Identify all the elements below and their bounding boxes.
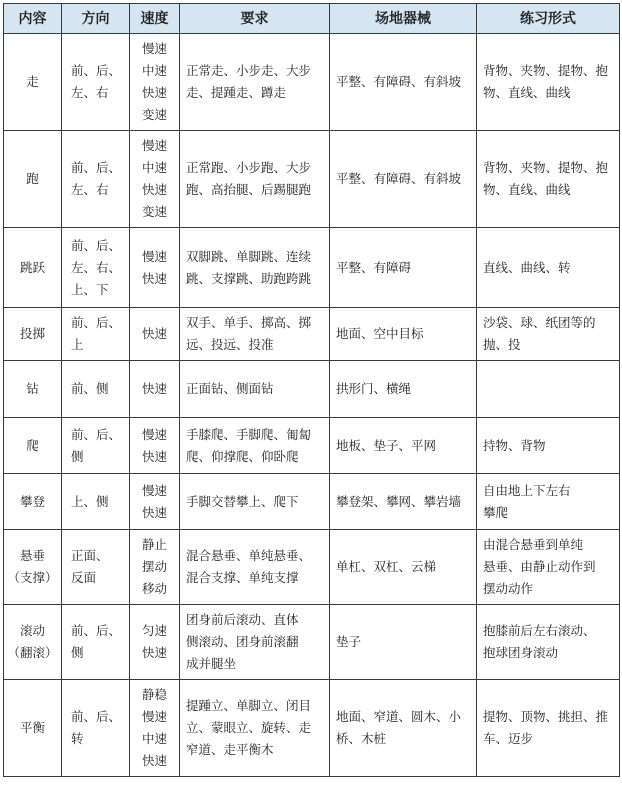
header-practice: 练习形式 <box>477 4 620 34</box>
cell-speed <box>130 361 180 418</box>
cell-speed-line: 静稳 <box>141 687 167 702</box>
cell-speed <box>130 418 180 474</box>
cell-practice-line: 抱球团身滚动 <box>483 645 559 660</box>
cell-direction-line: 反面 <box>71 570 97 585</box>
cell-equipment <box>330 474 477 530</box>
header-speed: 速度 <box>130 4 180 34</box>
cell-practice <box>477 530 620 605</box>
cell-speed-line: 中速 <box>141 160 167 175</box>
cell-requirement-line: 正面钻、侧面钻 <box>186 381 274 396</box>
cell-equipment <box>330 680 477 777</box>
cell-equipment-line: 平整、有障碍、有斜坡 <box>336 171 462 186</box>
table-row <box>4 361 620 418</box>
cell-requirement-line: 正常走、小步走、大步 <box>186 63 312 78</box>
cell-direction <box>62 418 130 474</box>
cell-speed-line: 中速 <box>141 731 167 746</box>
cell-speed <box>130 308 180 361</box>
cell-direction <box>62 131 130 228</box>
exercise-table <box>3 3 620 777</box>
cell-requirement-line: 混合悬垂、单纯悬垂、 <box>186 548 312 563</box>
cell-practice-line: 抱膝前后左右滚动、 <box>483 623 596 638</box>
header-content: 内容 <box>4 4 62 34</box>
cell-speed-line: 快速 <box>141 645 167 660</box>
cell-requirement-line: 走、提踵走、蹲走 <box>186 85 287 100</box>
cell-practice-line: 直线、曲线、转 <box>483 259 571 275</box>
cell-equipment <box>330 131 477 228</box>
cell-speed-line: 慢速 <box>141 41 167 56</box>
cell-direction-line: 前、后、 <box>71 709 122 724</box>
cell-requirement-line: 双手、单手、掷高、掷 <box>186 315 312 330</box>
cell-content <box>4 131 62 228</box>
cell-content <box>4 228 62 308</box>
cell-direction-line: 前、后、 <box>71 160 122 175</box>
cell-speed-line: 摆动 <box>141 559 167 574</box>
cell-practice-line: 悬垂、由静止动作到 <box>483 559 596 574</box>
cell-content-line: 走 <box>26 74 39 89</box>
cell-speed-line: 匀速 <box>141 623 167 638</box>
cell-speed <box>130 34 180 131</box>
cell-content-line: （翻滚） <box>7 645 58 660</box>
header-direction: 方向 <box>62 4 130 34</box>
cell-content-line: 滚动 <box>19 623 45 638</box>
table-row <box>4 530 620 605</box>
cell-equipment <box>330 308 477 361</box>
cell-speed-line: 慢速 <box>141 426 167 442</box>
table-body <box>4 34 620 777</box>
cell-direction <box>62 530 130 605</box>
table-row <box>4 474 620 530</box>
cell-direction-line: 前、后、 <box>71 63 122 78</box>
cell-direction-line: 上、侧 <box>71 493 109 509</box>
cell-equipment <box>330 605 477 680</box>
table-row <box>4 605 620 680</box>
cell-practice <box>477 474 620 530</box>
cell-direction-line: 转 <box>71 731 84 746</box>
cell-content-line: 爬 <box>26 437 39 453</box>
cell-requirement <box>180 361 330 418</box>
cell-requirement <box>180 228 330 308</box>
cell-requirement <box>180 605 330 680</box>
cell-content-line: 跳跃 <box>19 259 45 275</box>
cell-practice <box>477 361 620 418</box>
cell-direction-line: 左、右 <box>71 182 109 197</box>
cell-requirement-line: 正常跑、小步跑、大步 <box>186 160 312 175</box>
cell-requirement-line: 爬、仰撑爬、仰卧爬 <box>186 448 299 464</box>
cell-practice-line: 提物、顶物、挑担、推 <box>483 709 609 724</box>
cell-equipment <box>330 418 477 474</box>
cell-direction-line: 前、侧 <box>71 381 109 396</box>
cell-direction-line: 正面、 <box>71 548 109 563</box>
cell-content <box>4 605 62 680</box>
cell-direction-line: 前、后、 <box>71 426 122 442</box>
cell-requirement <box>180 530 330 605</box>
cell-requirement-line: 团身前后滚动、直体 <box>186 612 299 627</box>
cell-equipment-line: 平整、有障碍、有斜坡 <box>336 74 462 89</box>
cell-practice-line: 由混合悬垂到单纯 <box>483 537 584 552</box>
cell-requirement-line: 跑、高抬腿、后踢腿跑 <box>186 182 312 197</box>
cell-speed-line: 快速 <box>141 182 167 197</box>
cell-direction-line: 前、后、 <box>71 237 122 253</box>
cell-speed <box>130 530 180 605</box>
cell-content-line: （支撑） <box>7 570 58 585</box>
cell-requirement-line: 立、蒙眼立、旋转、走 <box>186 720 312 735</box>
cell-equipment-line: 地面、窄道、圆木、小 <box>336 709 462 724</box>
cell-requirement <box>180 418 330 474</box>
cell-direction-line: 侧 <box>71 645 84 660</box>
cell-equipment <box>330 361 477 418</box>
cell-content-line: 攀登 <box>19 493 45 509</box>
cell-speed <box>130 680 180 777</box>
cell-requirement-line: 提踵立、单脚立、闭目 <box>186 698 312 713</box>
cell-speed-line: 快速 <box>141 504 167 520</box>
cell-practice-line: 抛、投 <box>483 337 521 352</box>
cell-practice <box>477 308 620 361</box>
cell-practice-line: 自由地上下左右 <box>483 482 571 498</box>
cell-content-line: 悬垂 <box>19 548 45 563</box>
cell-practice-line: 物、直线、曲线 <box>483 182 571 197</box>
table-row <box>4 418 620 474</box>
cell-requirement-line: 窄道、走平衡木 <box>186 742 274 757</box>
cell-direction <box>62 605 130 680</box>
cell-speed <box>130 474 180 530</box>
cell-content <box>4 361 62 418</box>
cell-content-line: 钻 <box>26 381 39 396</box>
cell-practice-line: 背物、夹物、提物、抱 <box>483 160 609 175</box>
cell-speed-line: 慢速 <box>141 248 167 264</box>
cell-direction-line: 上 <box>71 337 84 352</box>
cell-direction <box>62 361 130 418</box>
cell-direction <box>62 34 130 131</box>
cell-content <box>4 34 62 131</box>
cell-content <box>4 418 62 474</box>
cell-practice-line: 沙袋、球、纸团等的 <box>483 315 596 330</box>
cell-requirement-line: 手脚交替攀上、爬下 <box>186 493 299 509</box>
cell-content <box>4 308 62 361</box>
table-row <box>4 34 620 131</box>
cell-speed-line: 移动 <box>141 581 167 596</box>
cell-equipment-line: 地面、空中目标 <box>336 326 424 341</box>
cell-equipment-line: 拱形门、横绳 <box>336 381 412 396</box>
cell-practice <box>477 34 620 131</box>
cell-equipment <box>330 530 477 605</box>
cell-speed-line: 慢速 <box>141 709 167 724</box>
cell-equipment-line: 单杠、双杠、云梯 <box>336 559 437 574</box>
cell-direction-line: 上、下 <box>71 281 109 297</box>
cell-requirement <box>180 34 330 131</box>
cell-speed <box>130 605 180 680</box>
cell-equipment <box>330 228 477 308</box>
cell-direction <box>62 308 130 361</box>
cell-speed-line: 快速 <box>141 85 167 100</box>
cell-requirement-line: 双脚跳、单脚跳、连续 <box>186 248 312 264</box>
cell-speed-line: 快速 <box>141 753 167 768</box>
cell-requirement-line: 成并腿坐 <box>186 656 237 671</box>
cell-speed-line: 快速 <box>141 448 167 464</box>
cell-requirement <box>180 680 330 777</box>
cell-requirement <box>180 131 330 228</box>
cell-speed <box>130 228 180 308</box>
cell-speed-line: 变速 <box>141 107 167 122</box>
cell-direction-line: 左、右、 <box>71 259 122 275</box>
cell-speed <box>130 131 180 228</box>
cell-direction <box>62 228 130 308</box>
table-row <box>4 680 620 777</box>
cell-speed-line: 快速 <box>141 326 167 341</box>
header-row <box>4 4 620 34</box>
cell-practice-line: 背物、夹物、提物、抱 <box>483 63 609 78</box>
cell-practice <box>477 418 620 474</box>
cell-speed-line: 慢速 <box>141 482 167 498</box>
cell-content <box>4 680 62 777</box>
table-row <box>4 308 620 361</box>
cell-content <box>4 474 62 530</box>
cell-requirement-line: 混合支撑、单纯支撑 <box>186 570 299 585</box>
cell-practice <box>477 680 620 777</box>
header-equipment: 场地器械 <box>330 4 477 34</box>
cell-equipment-line: 攀登架、攀网、攀岩墙 <box>336 493 462 509</box>
cell-equipment-line: 垫子 <box>336 634 362 649</box>
cell-speed-line: 快速 <box>141 381 167 396</box>
cell-equipment-line: 平整、有障碍 <box>336 259 412 275</box>
cell-direction-line: 前、后、 <box>71 623 122 638</box>
cell-direction <box>62 680 130 777</box>
cell-practice <box>477 605 620 680</box>
cell-requirement <box>180 308 330 361</box>
cell-direction <box>62 474 130 530</box>
cell-speed-line: 变速 <box>141 204 167 219</box>
cell-speed-line: 静止 <box>141 537 167 552</box>
cell-equipment-line: 桥、木桩 <box>336 731 387 746</box>
table-row <box>4 131 620 228</box>
cell-content-line: 投掷 <box>19 326 45 341</box>
cell-equipment-line: 地板、垫子、平网 <box>336 437 437 453</box>
cell-speed-line: 慢速 <box>141 138 167 153</box>
cell-requirement-line: 跳、支撑跳、助跑跨跳 <box>186 270 312 286</box>
cell-practice-line: 攀爬 <box>483 504 509 520</box>
cell-requirement-line: 远、投远、投准 <box>186 337 274 352</box>
cell-requirement-line: 手膝爬、手脚爬、匍匐 <box>186 426 312 442</box>
header-requirement: 要求 <box>180 4 330 34</box>
cell-requirement <box>180 474 330 530</box>
cell-speed-line: 快速 <box>141 270 167 286</box>
cell-practice-line: 车、迈步 <box>483 731 534 746</box>
cell-direction-line: 侧 <box>71 448 84 464</box>
cell-practice <box>477 228 620 308</box>
cell-direction-line: 左、右 <box>71 85 109 100</box>
cell-content <box>4 530 62 605</box>
cell-practice <box>477 131 620 228</box>
cell-requirement-line: 侧滚动、团身前滚翻 <box>186 634 299 649</box>
cell-practice-line: 摆动动作 <box>483 581 534 596</box>
table-row <box>4 228 620 308</box>
cell-practice-line: 持物、背物 <box>483 437 546 453</box>
cell-practice-line: 物、直线、曲线 <box>483 85 571 100</box>
cell-direction-line: 前、后、 <box>71 315 122 330</box>
cell-content-line: 平衡 <box>19 720 45 735</box>
cell-content-line: 跑 <box>26 171 39 186</box>
cell-equipment <box>330 34 477 131</box>
cell-speed-line: 中速 <box>141 63 167 78</box>
